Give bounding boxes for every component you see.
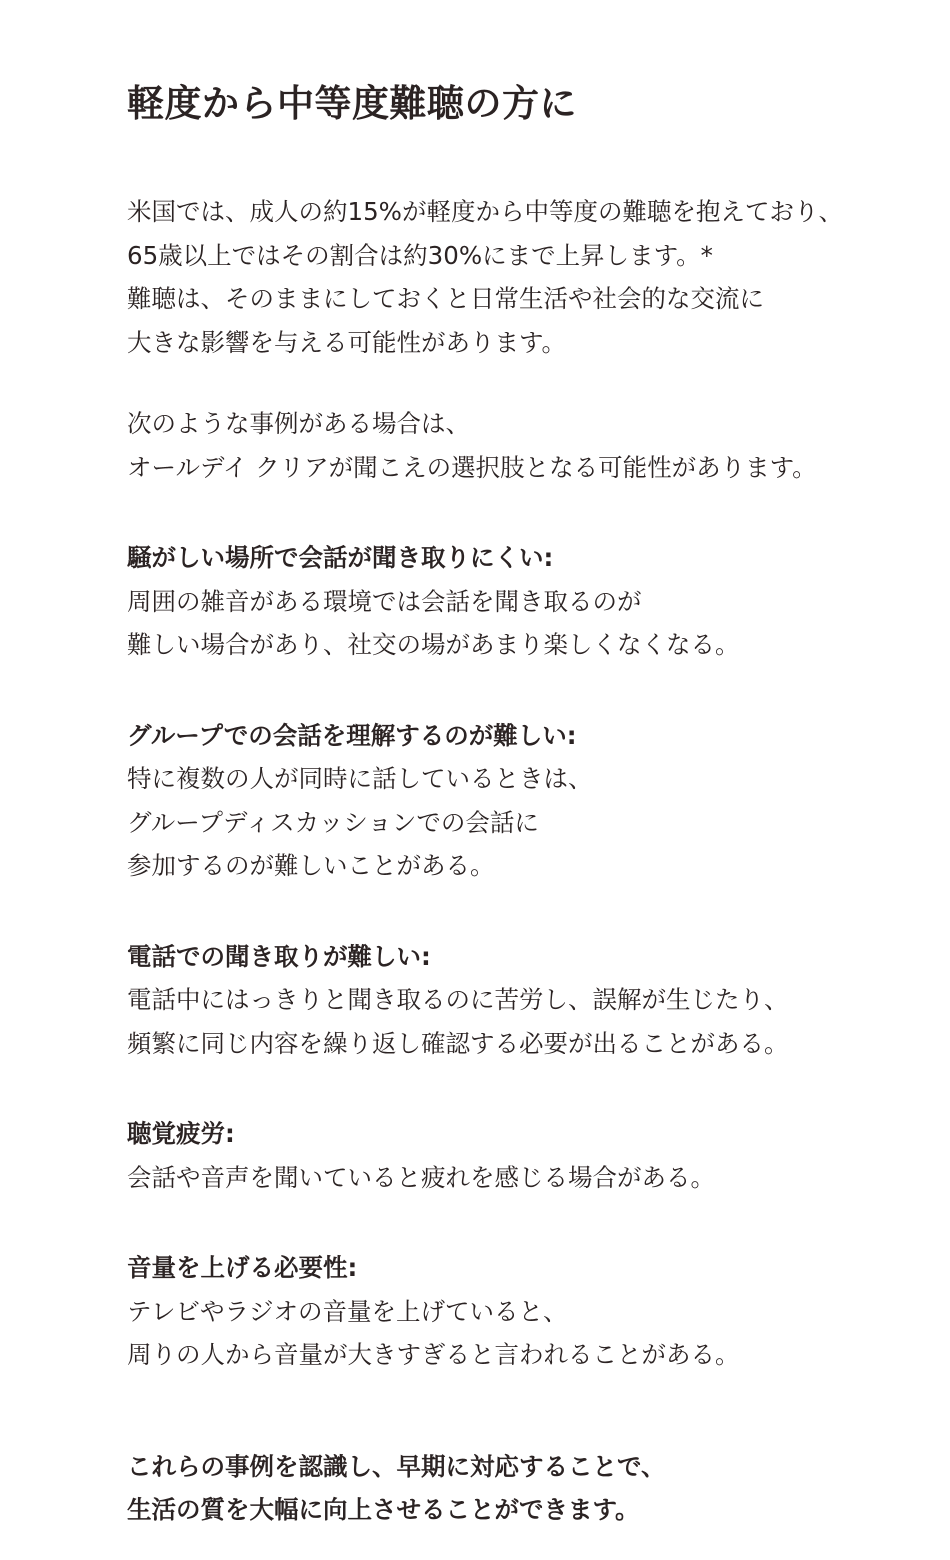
case-line: 電話中にはっきりと聞き取るのに苦労し、誤解が生じたり、 <box>127 985 789 1014</box>
case-line: テレビやラジオの音量を上げていると、 <box>127 1296 568 1326</box>
intro-line: 難聴は、そのままにしておくと日常生活や社会的な交流に <box>127 284 764 313</box>
lead-line: 次のような事例がある場合は、 <box>127 409 470 438</box>
case-line: 周囲の雑音がある環境では会話を聞き取るのが <box>127 586 642 616</box>
closing-paragraph <box>127 1445 927 1532</box>
case-phone-calls <box>127 935 927 1066</box>
closing-line: これらの事例を認識し、早期に対応することで、 <box>127 1451 666 1481</box>
case-heading: 電話での聞き取りが難しい: <box>127 941 431 971</box>
case-heading: 音量を上げる必要性: <box>127 1253 358 1282</box>
case-line: 頻繁に同じ内容を繰り返し確認する必要が出ることがある。 <box>127 1028 789 1058</box>
case-volume <box>127 1246 927 1377</box>
case-heading: 聴覚疲労: <box>127 1119 235 1148</box>
intro-line: 65歳以上ではその割合は約30%にまで上昇します。* <box>127 240 713 270</box>
case-line: 周りの人から音量が大きすぎると言われることがある。 <box>127 1340 740 1369</box>
intro-line: 大きな影響を与える可能性があります。 <box>127 327 567 357</box>
lead-paragraph <box>127 402 927 489</box>
content-column <box>127 80 927 1532</box>
case-noisy-places <box>127 536 927 667</box>
closing-line: 生活の質を大幅に向上させることができます。 <box>127 1495 640 1524</box>
case-line: 会話や音声を聞いていると疲れを感じる場合がある。 <box>127 1162 715 1192</box>
lead-line: オールデイ クリアが聞こえの選択肢となる可能性があります。 <box>127 452 817 482</box>
intro-paragraph <box>127 190 927 364</box>
case-line: グループディスカッションでの会話に <box>127 807 539 837</box>
intro-line: 米国では、成人の約15%が軽度から中等度の難聴を抱えており、 <box>127 197 843 226</box>
case-heading: グループでの会話を理解するのが難しい: <box>127 720 577 750</box>
case-listening-fatigue <box>127 1112 927 1199</box>
case-group-conversation <box>127 714 927 888</box>
case-line: 難しい場合があり、社交の場があまり楽しくなくなる。 <box>127 630 740 659</box>
case-line: 参加するのが難しいことがある。 <box>127 851 495 880</box>
page-title: 軽度から中等度難聴の方に <box>127 82 577 125</box>
case-heading: 騒がしい場所で会話が聞き取りにくい: <box>127 543 554 572</box>
case-line: 特に複数の人が同時に話しているときは、 <box>127 764 593 793</box>
